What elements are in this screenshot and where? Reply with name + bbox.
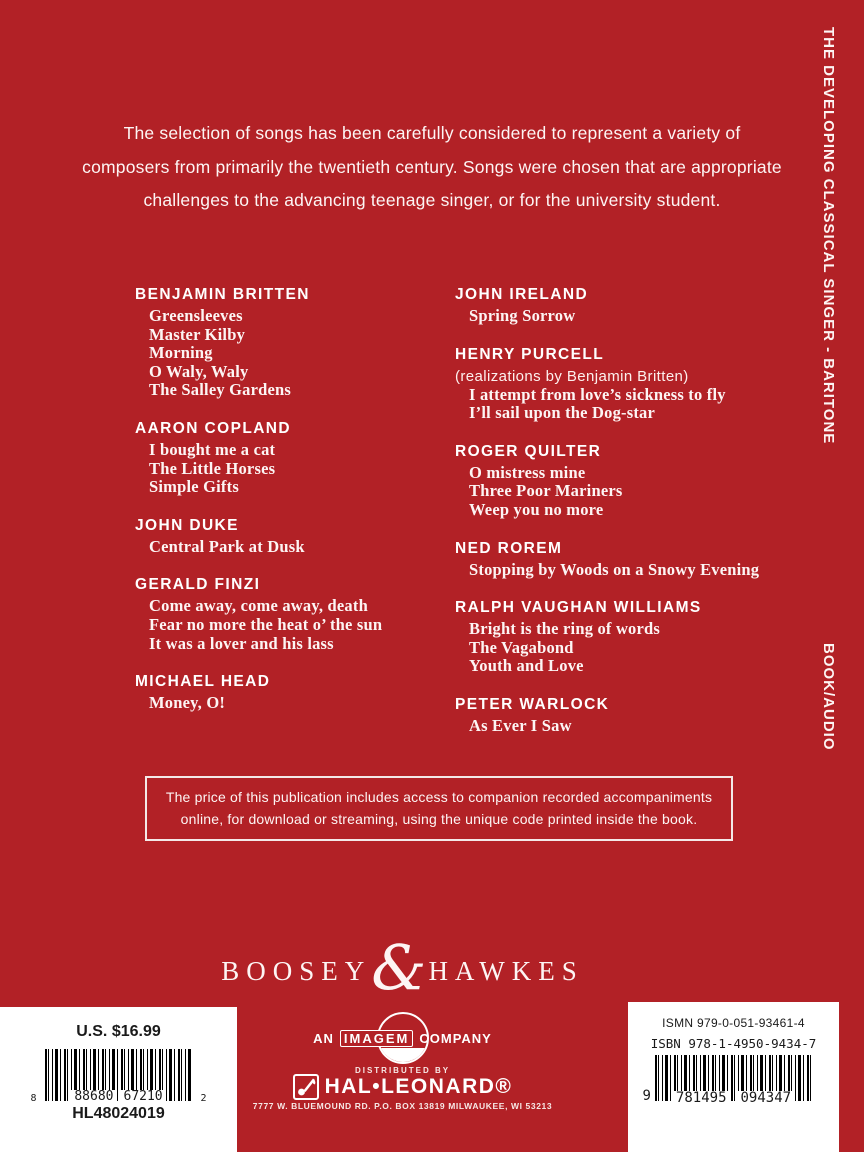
song-title: Three Poor Mariners (469, 481, 623, 501)
boosey-wordmark: BOOSEY (221, 955, 372, 986)
song-list-right-column (455, 285, 785, 755)
song-title: Spring Sorrow (469, 306, 576, 325)
composer-subtitle: (realizations by Benjamin Britten) (455, 367, 689, 385)
song-title: Weep you no more (469, 499, 604, 519)
song-group (135, 575, 445, 653)
song-group (135, 285, 445, 400)
hl-catalog-number: HL48024019 (72, 1105, 165, 1122)
song-title: I’ll sail upon the Dog-star (469, 403, 655, 423)
song-title: It was a lover and his lass (149, 633, 334, 653)
song-title: Youth and Love (469, 656, 584, 676)
song-title: O mistress mine (469, 462, 586, 482)
song-group (135, 419, 445, 497)
distributed-by-label: DISTRIBUTED BY (354, 1066, 451, 1075)
composer-name: ROGER QUILTER (455, 442, 602, 460)
song-title: Central Park at Dusk (149, 536, 305, 556)
boosey-hawkes-logo (0, 931, 805, 1004)
song-title: As Ever I Saw (469, 715, 572, 735)
ean-lead-digit: 9 (642, 1088, 651, 1104)
imagem-name-label: IMAGEM (340, 1030, 413, 1047)
song-group (135, 516, 445, 557)
song-group (455, 539, 785, 580)
access-note-text: The price of this publication includes access to companion recorded accompaniments online, for download or streaming, using the unique code printed inside the book. (165, 789, 713, 827)
song-group (455, 345, 785, 423)
upc-digit-group-2: 67210 (121, 1090, 166, 1104)
access-note-box (145, 776, 733, 841)
composer-name: MICHAEL HEAD (135, 673, 271, 691)
upc-trail-digit: 2 (200, 1093, 207, 1104)
hawkes-wordmark: HAWKES (428, 955, 584, 986)
composer-name: BENJAMIN BRITTEN (135, 286, 310, 303)
price-barcode-panel (0, 1007, 237, 1152)
imagem-company-label: COMPANY (419, 1031, 492, 1046)
imagem-an-label: AN (313, 1031, 334, 1046)
composer-name: AARON COPLAND (135, 419, 291, 437)
song-title: The Vagabond (469, 637, 574, 657)
isbn-label: ISBN 978-1-4950-9434-7 (650, 1036, 817, 1051)
song-title: I bought me a cat (149, 439, 276, 459)
composer-name: JOHN IRELAND (455, 286, 589, 303)
song-group (455, 442, 785, 520)
price-label: U.S. $16.99 (76, 1023, 161, 1040)
song-group (455, 285, 785, 326)
song-title: Fear no more the heat o’ the sun (149, 614, 383, 634)
song-title: Stopping by Woods on a Snowy Evening (469, 559, 760, 579)
spine-title: THE DEVELOPING CLASSICAL SINGER - BARITONE (820, 27, 837, 445)
ampersand-glyph: & (371, 931, 427, 1004)
song-title: Morning (149, 343, 213, 363)
song-group (455, 598, 785, 676)
song-group (455, 695, 785, 736)
song-group (135, 672, 445, 713)
song-title: The Little Horses (149, 458, 276, 478)
hal-leonard-logo-icon (293, 1074, 319, 1100)
upc-barcode (29, 1049, 209, 1104)
song-title: I attempt from love’s sickness to fly (469, 384, 726, 404)
song-title: Bright is the ring of words (469, 619, 661, 639)
song-title: The Salley Gardens (149, 380, 292, 400)
spine-format-label: BOOK/AUDIO (820, 643, 837, 751)
composer-name: JOHN DUKE (135, 516, 239, 534)
ean-digit-group-1: 781495 (673, 1091, 730, 1105)
hal-leonard-address: 7777 W. BLUEMOUND RD. P.O. BOX 13819 MILWAUKEE, WI 53213 (252, 1101, 553, 1111)
song-title: Simple Gifts (149, 477, 239, 497)
ean-digit-group-2: 094347 (738, 1091, 795, 1105)
upc-lead-digit: 8 (30, 1093, 37, 1104)
song-title: Money, O! (149, 693, 226, 713)
song-list-left-column (135, 285, 445, 732)
song-title: Greensleeves (149, 306, 243, 325)
ismn-label: ISMN 979-0-051-93461-4 (662, 1016, 805, 1030)
intro-paragraph: The selection of songs has been carefully considered to represent a variety of composers from primarily the twentieth century. Songs were chosen that are appropriate challenges to the advancing teenage singer, or for the university student. (82, 123, 782, 210)
composer-name: PETER WARLOCK (455, 695, 610, 713)
song-title: Master Kilby (149, 324, 246, 344)
hal-leonard-wordmark: HAL•LEONARD® (324, 1075, 513, 1098)
composer-name: NED ROREM (455, 539, 563, 557)
song-title: O Waly, Waly (149, 361, 249, 381)
composer-name: RALPH VAUGHAN WILLIAMS (455, 599, 702, 617)
isbn-barcode-panel (628, 1002, 839, 1152)
ean-barcode (641, 1055, 827, 1106)
composer-name: GERALD FINZI (135, 576, 261, 594)
song-title: Come away, come away, death (149, 596, 368, 616)
composer-name: HENRY PURCELL (455, 345, 605, 363)
upc-digit-group-1: 88680 (71, 1090, 116, 1104)
